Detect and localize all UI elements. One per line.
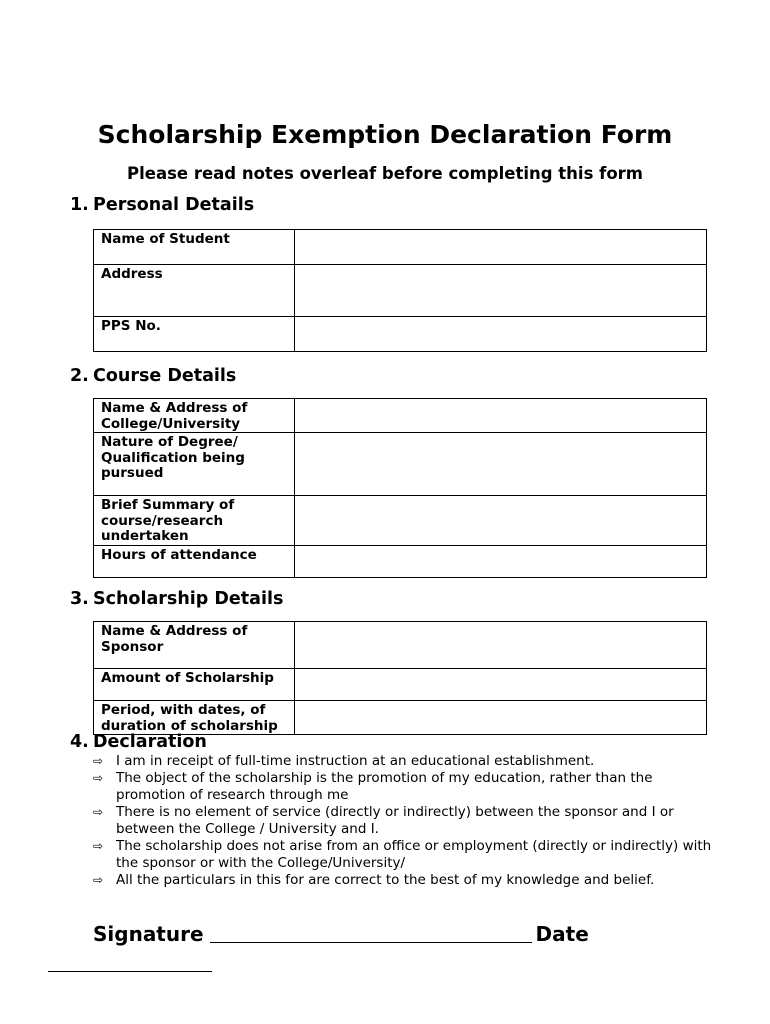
course-summary-field[interactable] (295, 496, 707, 546)
section-title: Scholarship Details (93, 589, 284, 609)
address-field[interactable] (295, 265, 707, 317)
section-heading-personal (70, 195, 254, 215)
field-label: Name & Address of Sponsor (94, 622, 295, 669)
hollow-arrow-icon: ⇨ (93, 839, 104, 853)
field-label: Hours of attendance (94, 545, 295, 577)
section-title: Declaration (93, 732, 207, 752)
name-of-student-field[interactable] (295, 230, 707, 265)
section-heading-declaration (70, 732, 207, 752)
scholarship-amount-field[interactable] (295, 669, 707, 701)
signature-field[interactable] (210, 922, 532, 943)
field-label: Name & Address of College/University (94, 399, 295, 433)
section-number: 4. (70, 732, 89, 752)
hollow-arrow-icon: ⇨ (93, 754, 104, 768)
section-title: Course Details (93, 366, 237, 386)
date-field[interactable] (48, 971, 212, 972)
section-number: 2. (70, 366, 89, 386)
field-label: Nature of Degree/ Qualification being pursued (94, 433, 295, 496)
declaration-list (93, 753, 723, 889)
signature-label: Signature (93, 922, 204, 946)
field-label: Period, with dates, of duration of scholarship (94, 701, 295, 735)
declaration-text: There is no element of service (directly or indirectly) between the sponsor and I or between the College / University and I. (116, 804, 674, 837)
field-label: Address (94, 265, 295, 317)
personal-details-table (93, 229, 707, 352)
form-subtitle: Please read notes overleaf before completing this form (127, 164, 643, 183)
field-label: Brief Summary of course/research undertaken (94, 496, 295, 546)
list-item (93, 872, 723, 889)
college-name-address-field[interactable] (295, 399, 707, 433)
list-item (93, 770, 723, 804)
section-number: 1. (70, 195, 89, 215)
section-heading-scholarship (70, 589, 283, 609)
hollow-arrow-icon: ⇨ (93, 873, 104, 887)
form-title: Scholarship Exemption Declaration Form (97, 120, 673, 149)
field-label: Name of Student (94, 230, 295, 265)
date-label: Date (535, 922, 589, 946)
hollow-arrow-icon: ⇨ (93, 805, 104, 819)
scholarship-period-field[interactable] (295, 701, 707, 735)
field-label: Amount of Scholarship (94, 669, 295, 701)
degree-nature-field[interactable] (295, 433, 707, 496)
declaration-text: The scholarship does not arise from an office or employment (directly or indirectly) with the sponsor or with the College/University/ (116, 838, 712, 871)
course-details-table (93, 398, 707, 578)
section-heading-course (70, 366, 236, 386)
section-title: Personal Details (93, 195, 255, 215)
section-number: 3. (70, 589, 89, 609)
sponsor-name-address-field[interactable] (295, 622, 707, 669)
list-item (93, 838, 723, 872)
scholarship-details-table (93, 621, 707, 735)
declaration-text: The object of the scholarship is the promotion of my education, rather than the promotion of research through me (116, 770, 653, 803)
declaration-text: I am in receipt of full-time instruction at an educational establishment. (116, 753, 595, 769)
list-item (93, 804, 723, 838)
hours-of-attendance-field[interactable] (295, 545, 707, 577)
list-item (93, 753, 723, 770)
declaration-text: All the particulars in this for are correct to the best of my knowledge and belief. (116, 872, 655, 888)
hollow-arrow-icon: ⇨ (93, 771, 104, 785)
signature-row (93, 922, 589, 946)
pps-number-field[interactable] (295, 317, 707, 352)
field-label: PPS No. (94, 317, 295, 352)
